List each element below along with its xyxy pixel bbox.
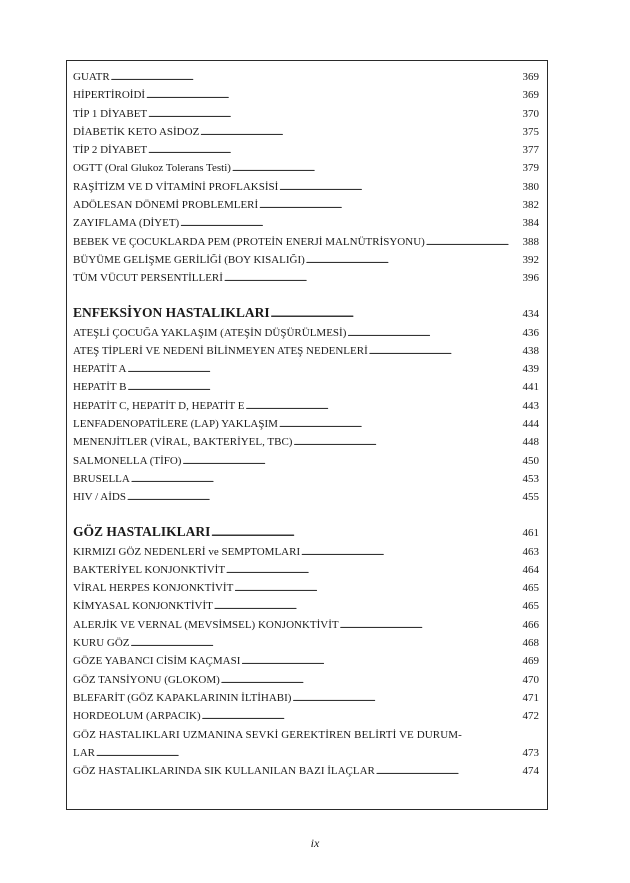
- dot-leader: [306, 251, 522, 269]
- dot-leader: [131, 634, 522, 652]
- toc-entry-page: 473: [522, 746, 539, 759]
- toc-entry-title-line2: LAR: [73, 746, 95, 759]
- toc-entry-page: 443: [522, 399, 539, 412]
- toc-entry: [73, 214, 539, 232]
- toc-entry-page: 434: [522, 307, 539, 320]
- toc-entry-title: ADÖLESAN DÖNEMİ PROBLEMLERİ: [73, 199, 259, 212]
- table-of-contents: [73, 68, 539, 780]
- toc-entry-page: 465: [522, 582, 539, 595]
- section-heading-title: GÖZ HASTALIKLARI: [73, 523, 211, 539]
- section-heading-title: ENFEKSİYON HASTALIKLARI: [73, 304, 270, 320]
- toc-entry-page: 448: [522, 436, 539, 449]
- dot-leader: [111, 68, 522, 86]
- toc-entry-page: 375: [522, 125, 539, 138]
- toc-entry-page: 438: [522, 344, 539, 357]
- dot-leader: [127, 488, 522, 506]
- toc-entry: [73, 470, 539, 488]
- toc-entry-title: ATEŞLİ ÇOCUĞA YAKLAŞIM (ATEŞİN DÜŞÜRÜLMESİ): [73, 326, 347, 339]
- toc-entry-page: 472: [522, 710, 539, 723]
- toc-entry-title: GÖZ TANSİYONU (GLOKOM): [73, 673, 220, 686]
- toc-entry: [73, 415, 539, 433]
- toc-entry-title: KİMYASAL KONJONKTİVİT: [73, 600, 213, 613]
- toc-entry-title: ZAYIFLAMA (DİYET): [73, 217, 180, 230]
- toc-entry-title: TİP 2 DİYABET: [73, 144, 148, 157]
- dot-leader: [340, 616, 522, 634]
- section-heading: [73, 521, 539, 543]
- toc-entry: [73, 433, 539, 451]
- dot-leader: [241, 652, 521, 670]
- toc-entry: [73, 86, 539, 104]
- toc-entry-page: 470: [522, 673, 539, 686]
- toc-entry: [73, 543, 539, 561]
- toc-entry: [73, 378, 539, 396]
- dot-leader: [214, 597, 522, 615]
- toc-entry-title: TÜM VÜCUT PERSENTİLLERİ: [73, 272, 223, 285]
- dot-leader: [148, 141, 521, 159]
- toc-entry: [73, 159, 539, 177]
- toc-entry: [73, 652, 539, 670]
- dot-leader: [369, 342, 522, 360]
- toc-entry-page: 396: [522, 272, 539, 285]
- toc-entry-page: 450: [522, 454, 539, 467]
- toc-entry-title: BAKTERİYEL KONJONKTİVİT: [73, 563, 226, 576]
- toc-entry-title: HEPATİT B: [73, 381, 127, 394]
- toc-entry-title: HEPATİT C, HEPATİT D, HEPATİT E: [73, 399, 245, 412]
- toc-entry: [73, 324, 539, 342]
- toc-entry: [73, 196, 539, 214]
- dot-leader: [211, 522, 521, 544]
- toc-entry-page: 436: [522, 326, 539, 339]
- dot-leader: [128, 360, 522, 378]
- dot-leader: [279, 178, 521, 196]
- toc-entry-title: VİRAL HERPES KONJONKTİVİT: [73, 582, 234, 595]
- toc-entry: [73, 68, 539, 86]
- toc-entry-title: LENFADENOPATİLERE (LAP) YAKLAŞIM: [73, 418, 278, 431]
- toc-entry: [73, 616, 539, 634]
- toc-entry-title: ALERJİK VE VERNAL (MEVSİMSEL) KONJONKTİVİT: [73, 618, 339, 631]
- toc-entry-page: 444: [522, 418, 539, 431]
- toc-entry-page: 379: [522, 162, 539, 175]
- page-number: ix: [310, 836, 320, 850]
- toc-entry: [73, 178, 539, 196]
- toc-entry: [73, 342, 539, 360]
- dot-leader: [221, 671, 522, 689]
- toc-entry-page: 377: [522, 144, 539, 157]
- dot-leader: [279, 415, 522, 433]
- dot-leader: [292, 689, 521, 707]
- toc-entry-page: 474: [522, 765, 539, 778]
- dot-leader: [301, 543, 521, 561]
- toc-entry: [73, 397, 539, 415]
- toc-entry-title: KIRMIZI GÖZ NEDENLERİ ve SEMPTOMLARI: [73, 545, 301, 558]
- toc-entry-title-line1: GÖZ HASTALIKLARI UZMANINA SEVKİ GEREKTİREN BELİRTİ VE DURUM-: [73, 728, 462, 741]
- toc-entry: [73, 744, 539, 762]
- toc-entry: [73, 707, 539, 725]
- toc-entry-page: 463: [522, 545, 539, 558]
- toc-entry-title: ATEŞ TİPLERİ VE NEDENİ BİLİNMEYEN ATEŞ NEDENLERİ: [73, 344, 368, 357]
- toc-entry-page: 369: [522, 89, 539, 102]
- dot-leader: [226, 561, 521, 579]
- toc-entry-page: 465: [522, 600, 539, 613]
- toc-entry: [73, 233, 539, 251]
- toc-entry: [73, 123, 539, 141]
- toc-entry: [73, 251, 539, 269]
- toc-entry-page: 384: [522, 217, 539, 230]
- toc-entry-page: 466: [522, 618, 539, 631]
- dot-leader: [234, 579, 521, 597]
- toc-entry-title: BEBEK VE ÇOCUKLARDA PEM (PROTEİN ENERJİ MALNÜTRİSYONU): [73, 235, 425, 248]
- toc-entry: [73, 269, 539, 287]
- toc-entry-page: 388: [522, 235, 539, 248]
- dot-leader: [200, 123, 521, 141]
- toc-entry-page: 382: [522, 199, 539, 212]
- toc-entry-title: RAŞİTİZM VE D VİTAMİNİ PROFLAKSİSİ: [73, 180, 279, 193]
- toc-entry: [73, 105, 539, 123]
- dot-leader: [259, 196, 521, 214]
- section-heading: [73, 302, 539, 324]
- toc-entry-title: GUATR: [73, 71, 110, 83]
- toc-entry-page: 441: [522, 381, 539, 394]
- toc-entry-title: SALMONELLA (TİFO): [73, 454, 182, 467]
- toc-entry: [73, 488, 539, 506]
- toc-entry-title: TİP 1 DİYABET: [73, 107, 148, 120]
- toc-entry-title: MENENJİTLER (VİRAL, BAKTERİYEL, TBC): [73, 436, 293, 449]
- toc-entry-page: 471: [522, 691, 539, 704]
- dot-leader: [202, 707, 522, 725]
- toc-entry-page: 461: [522, 526, 539, 539]
- dot-leader: [376, 762, 522, 780]
- toc-entry-page: 380: [522, 180, 539, 193]
- dot-leader: [146, 86, 521, 104]
- toc-entry-title: KURU GÖZ: [73, 637, 130, 650]
- toc-entry-page: 464: [522, 563, 539, 576]
- dot-leader: [347, 324, 521, 342]
- toc-entry-title: HEPATİT A: [73, 363, 127, 376]
- dot-leader: [128, 378, 522, 396]
- toc-entry: [73, 452, 539, 470]
- toc-entry-page: 369: [522, 71, 539, 83]
- toc-entry-title: BLEFARİT (GÖZ KAPAKLARININ İLTİHABI): [73, 691, 292, 704]
- toc-entry: [73, 762, 539, 780]
- toc-entry-page: 455: [522, 491, 539, 504]
- toc-entry-title: HIV / AİDS: [73, 491, 126, 504]
- dot-leader: [148, 105, 521, 123]
- toc-entry-page: 439: [522, 363, 539, 376]
- toc-entry: [73, 561, 539, 579]
- toc-entry-title: BÜYÜME GELİŞME GERİLİĞİ (BOY KISALIĞI): [73, 253, 305, 266]
- dot-leader: [180, 214, 521, 232]
- dot-leader: [245, 397, 521, 415]
- toc-entry: [73, 141, 539, 159]
- dot-leader: [224, 269, 522, 287]
- dot-leader: [96, 744, 522, 762]
- toc-entry-page: 392: [522, 253, 539, 266]
- toc-entry-page: 469: [522, 655, 539, 668]
- toc-entry-page: 468: [522, 637, 539, 650]
- dot-leader: [131, 470, 522, 488]
- section-gap: [73, 288, 539, 302]
- toc-entry-title: BRUSELLA: [73, 472, 130, 485]
- toc-entry-page: 453: [522, 472, 539, 485]
- section-gap: [73, 507, 539, 521]
- toc-entry-title: DİABETİK KETO ASİDOZ: [73, 125, 200, 138]
- toc-entry-title: OGTT (Oral Glukoz Tolerans Testi): [73, 162, 231, 175]
- toc-entry-title: GÖZ HASTALIKLARINDA SIK KULLANILAN BAZI İLAÇLAR: [73, 765, 375, 778]
- dot-leader: [182, 452, 521, 470]
- dot-leader: [271, 303, 522, 325]
- toc-entry-title: HORDEOLUM (ARPACIK): [73, 710, 201, 723]
- toc-entry: [73, 689, 539, 707]
- toc-entry-title: GÖZE YABANCI CİSİM KAÇMASI: [73, 655, 241, 668]
- toc-entry-page: 370: [522, 107, 539, 120]
- toc-entry: [73, 671, 539, 689]
- toc-entry-title: HİPERTİROİDİ: [73, 89, 146, 102]
- toc-entry: [73, 634, 539, 652]
- toc-entry: [73, 579, 539, 597]
- dot-leader: [293, 433, 521, 451]
- dot-leader: [232, 159, 522, 177]
- toc-entry: [73, 360, 539, 378]
- toc-entry: [73, 597, 539, 615]
- dot-leader: [426, 233, 522, 251]
